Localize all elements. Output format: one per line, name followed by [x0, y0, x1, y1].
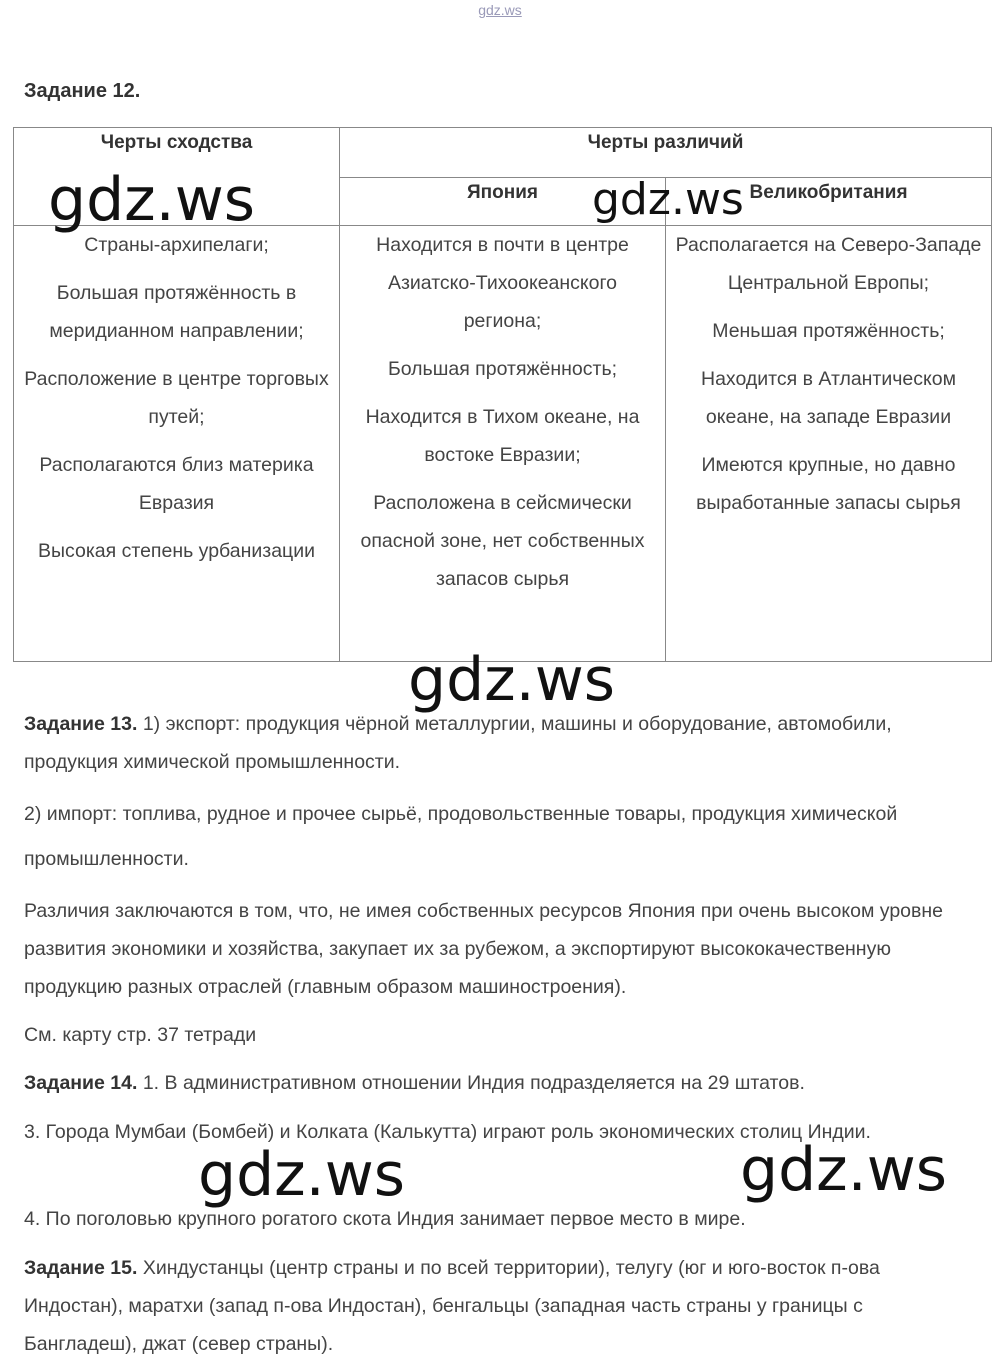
watermark-top-link[interactable]: gdz.ws [478, 2, 522, 18]
japan-item: Находится в Тихом океане, на востоке Евразии; [365, 406, 640, 466]
uk-item: Меньшая протяжённость; [712, 320, 945, 342]
task-13-paragraph-4: См. карту стр. 37 тетради [24, 1024, 257, 1046]
task-13-label: Задание 13. [24, 713, 138, 735]
watermark-1: gdz.ws [48, 165, 256, 235]
task-13-paragraph-3: Различия заключаются в том, что, не имея собственных ресурсов Япония при очень высоком уровне развития экономики и хозяйства, закупает их за рубежом, а экспортируют высококачественную продукцию разных отраслей (главным образом машиностроения). [24, 900, 944, 998]
subheader-uk: Великобритания [666, 178, 992, 226]
japan-item: Расположена в сейсмически опасной зоне, нет собственных запасов сырья [360, 492, 645, 590]
task-14-text-1: 1. В административном отношении Индия подразделяется на 29 штатов. [137, 1072, 805, 1094]
task-13-text-1: 1) экспорт: продукция чёрной металлургии, машины и оборудование, автомобили, продукция химической промышленности. [24, 713, 892, 773]
japan-cell [340, 226, 666, 662]
similar-cell [14, 226, 340, 662]
header-similar: Черты сходства [14, 128, 340, 226]
japan-item: Находится в почти в центре Азиатско-Тихоокеанского региона; [376, 234, 629, 332]
task-14-paragraph-1 [24, 1064, 974, 1102]
uk-item: Имеются крупные, но давно выработанные запасы сырья [696, 454, 961, 514]
task-12-title: Задание 12. [24, 80, 141, 102]
watermark-2: gdz.ws [592, 174, 744, 225]
watermark-3: gdz.ws [408, 645, 616, 715]
similar-item: Располагаются близ материка Евразия [39, 454, 314, 514]
task-13-paragraph-2: 2) импорт: топлива, рудное и прочее сырьё, продовольственные товары, продукция химической промышленности. [24, 803, 898, 870]
uk-cell [666, 226, 992, 662]
task-14-paragraph-3: 4. По поголовью крупного рогатого скота Индия занимает первое место в мире. [24, 1208, 746, 1230]
task-15-paragraph [24, 1249, 974, 1363]
similar-item: Расположение в центре торговых путей; [24, 368, 329, 428]
similar-item: Большая протяжённость в меридианном направлении; [49, 282, 304, 342]
similar-item: Страны-архипелаги; [84, 234, 269, 256]
subheader-japan: Япония [340, 178, 666, 226]
task-15-text: Хиндустанцы (центр страны и по всей территории), телугу (юг и юго-восток п-ова Индостан), маратхи (запад п-ова Индостан), бенгальцы (западная часть страны у границы с Бангладеш), джат (север страны). [24, 1257, 880, 1355]
header-differences: Черты различий [340, 128, 992, 178]
similar-item: Высокая степень урбанизации [37, 540, 316, 562]
watermark-4: gdz.ws [198, 1140, 406, 1210]
task-13-paragraph-1 [24, 705, 974, 781]
task-14-label: Задание 14. [24, 1072, 138, 1094]
uk-item: Располагается на Северо-Западе Центральной Европы; [675, 234, 982, 294]
japan-item: Большая протяжённость; [387, 358, 618, 380]
uk-item: Находится в Атлантическом океане, на западе Евразии [701, 368, 957, 428]
watermark-5: gdz.ws [740, 1135, 948, 1205]
task-15-label: Задание 15. [24, 1257, 138, 1279]
task-14-paragraph-2: 3. Города Мумбаи (Бомбей) и Колката (Калькутта) играют роль экономических столиц Индии. [24, 1121, 871, 1143]
